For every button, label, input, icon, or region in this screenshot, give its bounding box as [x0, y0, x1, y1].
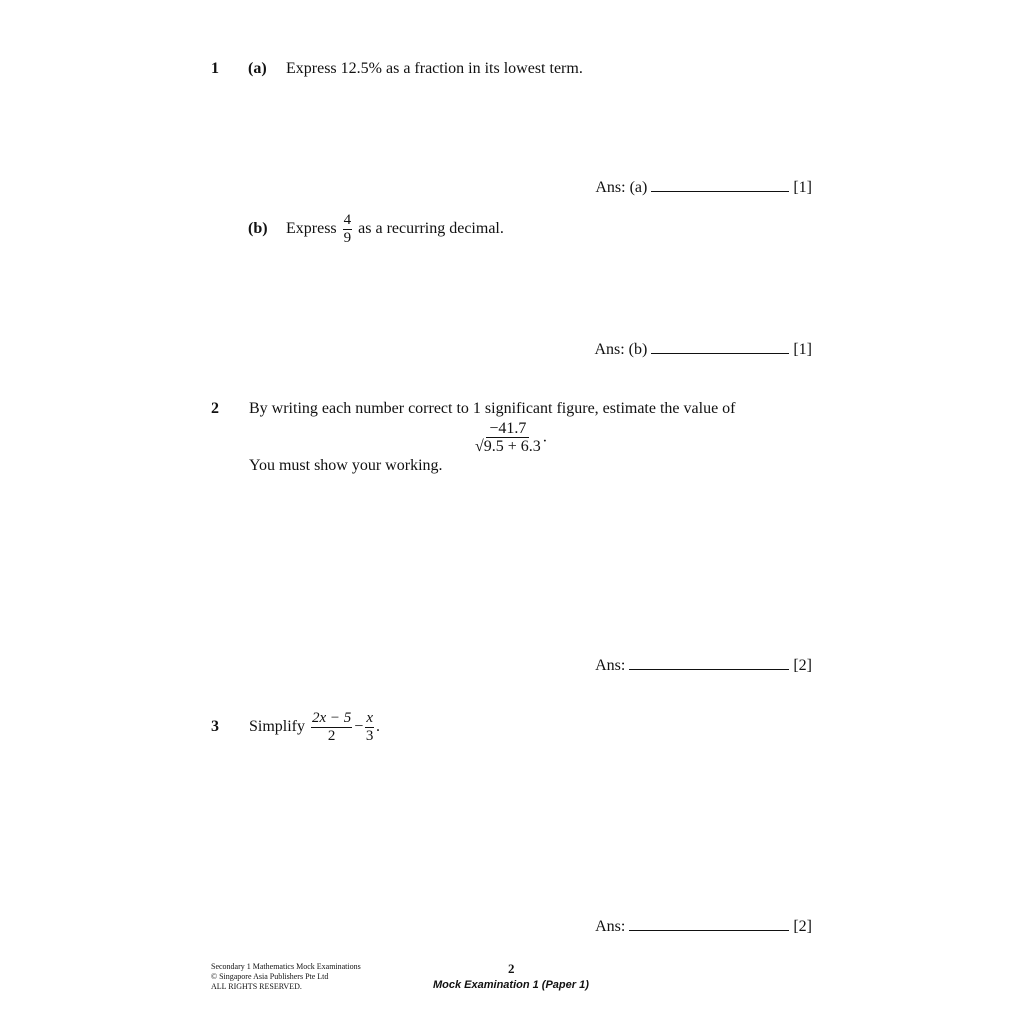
footer-line: ALL RIGHTS RESERVED. — [211, 982, 302, 991]
marks: [1] — [793, 341, 812, 358]
q1b-answer-line — [594, 341, 812, 359]
numerator: x — [366, 709, 373, 726]
q2-fraction: $\frac{-41.7}{√9.5 + 6.3}$ . — [475, 420, 547, 455]
q1a-label: (a) — [248, 60, 267, 77]
q2-text: By writing each number correct to 1 significant figure, estimate the value of — [249, 400, 736, 417]
footer-line: © Singapore Asia Publishers Pte Ltd — [211, 972, 329, 981]
exam-title: Mock Examination 1 (Paper 1) — [433, 979, 589, 991]
minus: − — [354, 718, 364, 735]
q1a-answer-line — [595, 179, 812, 197]
q1b-text — [286, 210, 504, 248]
marks: [2] — [793, 918, 812, 935]
answer-blank[interactable] — [651, 191, 789, 192]
denominator: 9 — [343, 229, 352, 246]
footer-line: Secondary 1 Mathematics Mock Examinations — [211, 962, 361, 971]
ans-label: Ans: (b) — [594, 341, 648, 358]
q3-answer-line — [595, 918, 812, 936]
text: Express — [286, 220, 337, 237]
answer-blank[interactable] — [651, 353, 789, 354]
marks: [1] — [793, 179, 812, 196]
q1b-label: (b) — [248, 220, 268, 237]
numerator: 4 — [343, 211, 352, 228]
q1a-text: Express 12.5% as a fraction in its lowest term. — [286, 60, 583, 77]
q2-answer-line — [595, 657, 812, 675]
denominator: 3 — [365, 727, 374, 744]
fraction — [343, 213, 353, 246]
denominator: √9.5 + 6.3 — [475, 438, 541, 455]
page-number: 2 — [508, 961, 515, 976]
numerator: −41.7 — [486, 421, 529, 438]
footer-copyright — [211, 962, 361, 992]
numerator: 2x − 5 — [312, 709, 352, 726]
answer-blank[interactable] — [629, 669, 789, 670]
ans-label: Ans: — [595, 657, 626, 674]
q1-number: 1 — [211, 60, 219, 77]
q3-number: 3 — [211, 718, 219, 735]
ans-label: Ans: — [595, 918, 626, 935]
denominator: 2 — [327, 727, 336, 744]
answer-blank[interactable] — [629, 930, 789, 931]
text: Simplify — [249, 718, 306, 735]
q3-text: Simplify $\frac{2x - 5}{2}$ − $\frac{x}{3}$ . — [249, 709, 380, 744]
ans-label: Ans: (a) — [595, 179, 648, 196]
marks: [2] — [793, 657, 812, 674]
q2-working-note: You must show your working. — [249, 457, 443, 474]
text: as a recurring decimal. — [358, 220, 504, 237]
q2-number: 2 — [211, 400, 219, 417]
